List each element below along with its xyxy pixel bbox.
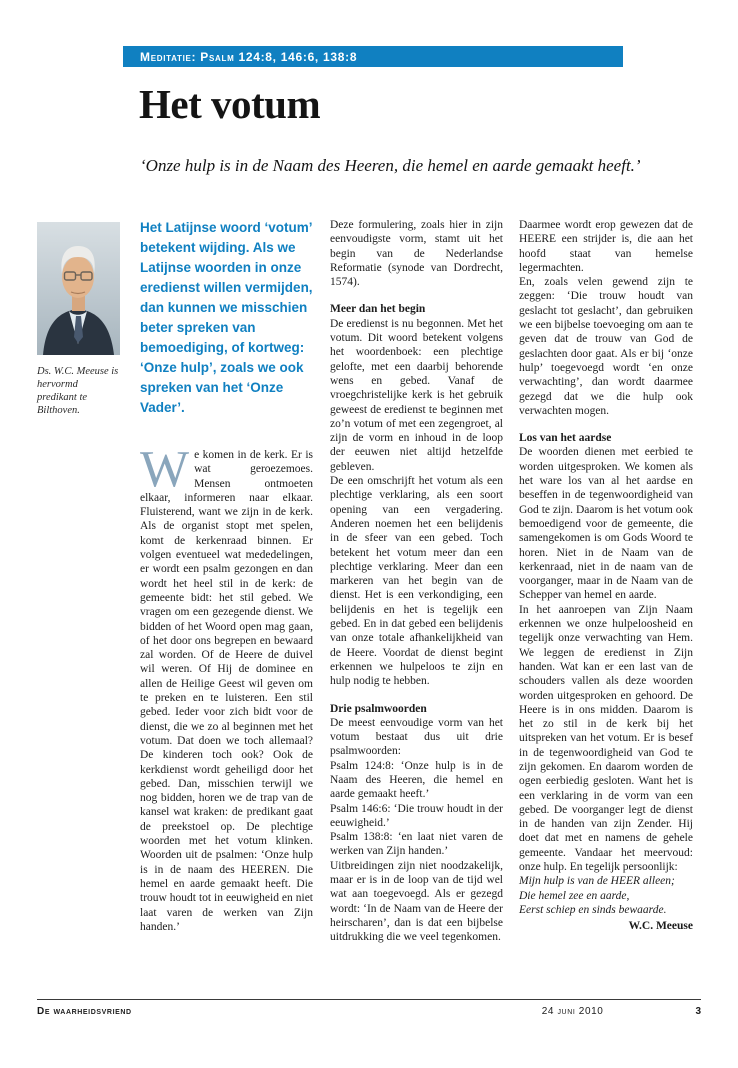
magazine-name: De waarheidsvriend (37, 1006, 132, 1017)
body-paragraph: Daarmee wordt erop gewezen dat de HEERE een strijder is, die aan het hoofd staat van hemelse legermachten. (519, 219, 693, 274)
article-subtitle: ‘Onze hulp is in de Naam des Heeren, die hemel en aarde gemaakt heeft.’ (140, 156, 641, 175)
column-2-body (330, 218, 503, 945)
section-heading: Los van het aardse (519, 432, 612, 445)
body-paragraph: Psalm 138:8: ‘en laat niet varen de werken van Zijn handen.’ (330, 831, 503, 858)
opening-paragraph: We komen in de kerk. Er is wat geroezemoes. Mensen ontmoeten elkaar, informeren naar elkaar. Fluisterend, want we zijn in de kerk. Als de organist stopt met spelen, komt de kerkenraad binnen. Er volgen eventueel wat mededelingen, er wordt een psalm gezongen en dan wordt het heel stil in de kerk: de gemeente bidt: het stil gebed. We vragen om een gezegende dienst. We bidden of het Woord open mag gaan, of het door ons begrepen en bewaard zal worden. Of de Heere de duivel wil weren. Of Hij de dominee en allen de Heilige Geest wil geven om te preken en te luisteren. Een stil gebed. Ieder voor zich bidt voor de dienst, die we zo al beginnen met het votum. Dat doen we toch allemaal? De kinderen toch ook? Ook de kerkdienst wordt geheiligd door het gebed. Dan, misschien terwijl we nog bidden, horen we de trap van de kansel wat kraken: de predikant gaat de preekstoel op. De plechtige woorden met het votum klinken. Woorden uit de psalmen: ‘Onze hulp is in de naam des HEEREN. Die hemel en aarde gemaakt heeft. Die trouw houdt tot in eeuwigheid en niet laat varen de werken van Zijn handen.’ (140, 441, 313, 933)
section-heading: Drie psalmwoorden (330, 702, 427, 715)
text-column-3 (519, 218, 693, 934)
body-paragraph: De eredienst is nu begonnen. Met het votum. Dit woord betekent volgens het woordenboek: een plechtige gelofte, met een daarbij behorende wens en gebed. Vanaf de vroegchristelijke kerk is het gebruik geweest de eredienst te beginnen met zo’n votum of met een zegengroet, al zijn de vorm en inhoud in de loop der eeuwen niet altijd hetzelfde gebleven. (330, 317, 503, 473)
body-paragraph: De meest eenvoudige vorm van het votum bestaat dus uit drie psalmwoorden: (330, 716, 503, 758)
column-1-body (140, 441, 313, 934)
column-3-body (519, 218, 693, 934)
kicker-bar (123, 46, 623, 67)
body-paragraph: In het aanroepen van Zijn Naam erkennen we onze hulpeloosheid en tegelijk onze verwachting van Hem. We leggen de eredienst in Zijn handen. Wat kan er een last van de schouders vallen als deze woorden worden uitgesproken en gehoord. De Heere is in ons midden. Daarom is het zo stil in de kerk bij het uitspreken van het votum. Er is besef in de tegenwoordigheid van God te zijn gekomen. En daarom worden de ogen eerbiedig gesloten. Want het is een verklaring in de vorm van een gebed. De voorganger legt de dienst in de handen van zijn Zender. Hij doet dat met en namens de gehele gemeente. Vandaar het meervoud: onze hulp. En tegelijk persoonlijk: (519, 603, 693, 874)
author-photo-column (37, 222, 120, 417)
body-paragraph: Psalm 146:6: ‘Die trouw houdt in der eeuwigheid.’ (330, 802, 503, 829)
issue-date: 24 juni 2010 (541, 1006, 604, 1017)
text-column-1 (140, 218, 313, 934)
page-footer (37, 999, 701, 1017)
page-number: 3 (695, 1006, 701, 1017)
portrait-illustration (37, 222, 120, 355)
photo-caption: Ds. W.C. Meeuse is hervormd predikant te Bilthoven. (37, 366, 119, 416)
drop-cap: W (140, 441, 190, 498)
kicker-text: Meditatie: Psalm 124:8, 146:6, 138:8 (140, 49, 358, 64)
body-paragraph: En, zoals velen gewend zijn te zeggen: ‘Die trouw houdt van geslacht tot geslacht’, dan gebruiken we een bijbelse toevoeging om aan te geven dat de trouw van God de geslachten door gaat. Als er bij ‘onze hulp’ toegevoegd wordt ‘en onze verwachting’, dan wordt daarmee gezegd dat we die hulp ook verwachten mogen. (519, 276, 693, 417)
text-column-2 (330, 218, 503, 945)
author-signature: W.C. Meeuse (628, 920, 693, 933)
psalm-verse: Mijn hulp is van de HEER alleen; Die hemel zee en aarde, Eerst schiep en sinds bewaarde. (519, 875, 675, 916)
body-paragraph: De een omschrijft het votum als een plechtige verklaring, als een soort opening van een vergadering. Anderen noemen het een belijdenis in de sfeer van een gebed. Toch betekent het votum meer dan een plechtige verklaring. Meer dan een markeren van het begin van de dienst. Het is een verkondiging, een belijdenis en het is tegelijk een gebed. En in dat gebed een belijdenis van onze totale afhankelijkheid van de Heere. Voordat de dienst begint erkennen we hulpeloos te zijn en hulp nodig te hebben. (330, 475, 503, 688)
body-paragraph: De woorden dienen met eerbied te worden uitgesproken. We komen als het ware los van al het aardse en beseffen in de tegenwoordigheid van God te zijn. Daarom is het votum ook bemoedigend voor de gemeente, die samengekomen is om Gods Woord te horen. Niet in de Naam van de kerkenraad, niet in de naam van de voorganger, maar in de Naam van de Schepper van hemel en aarde. (519, 446, 693, 602)
article-title: Het votum (139, 81, 321, 127)
body-paragraph: Psalm 124:8: ‘Onze hulp is in de Naam des Heeren, die hemel en aarde gemaakt heeft.’ (330, 759, 503, 801)
body-paragraph: Uitbreidingen zijn niet noodzakelijk, maar er is in de loop van de tijd wel wat aan toegevoegd. Als er gezegd wordt: ‘In de Naam van de Heere der heirscharen’, dan is dat een bijbelse uitdrukking die we veel tegenkomen. (330, 859, 503, 944)
author-portrait-photo (37, 222, 120, 355)
intro-paragraph: Het Latijnse woord ‘votum’ betekent wijding. Als we Latijnse woorden in onze eredienst willen vermijden, dan kunnen we misschien beter spreken van bemoediging, of kortweg: ‘Onze hulp’, zoals we ook spreken van het ‘Onze Vader’. (140, 220, 313, 415)
body-paragraph: Deze formulering, zoals hier in zijn eenvoudigste vorm, stamt uit het begin van de Nederlandse Reformatie (synode van Dordrecht, 1574). (330, 219, 503, 289)
section-heading: Meer dan het begin (330, 303, 426, 316)
